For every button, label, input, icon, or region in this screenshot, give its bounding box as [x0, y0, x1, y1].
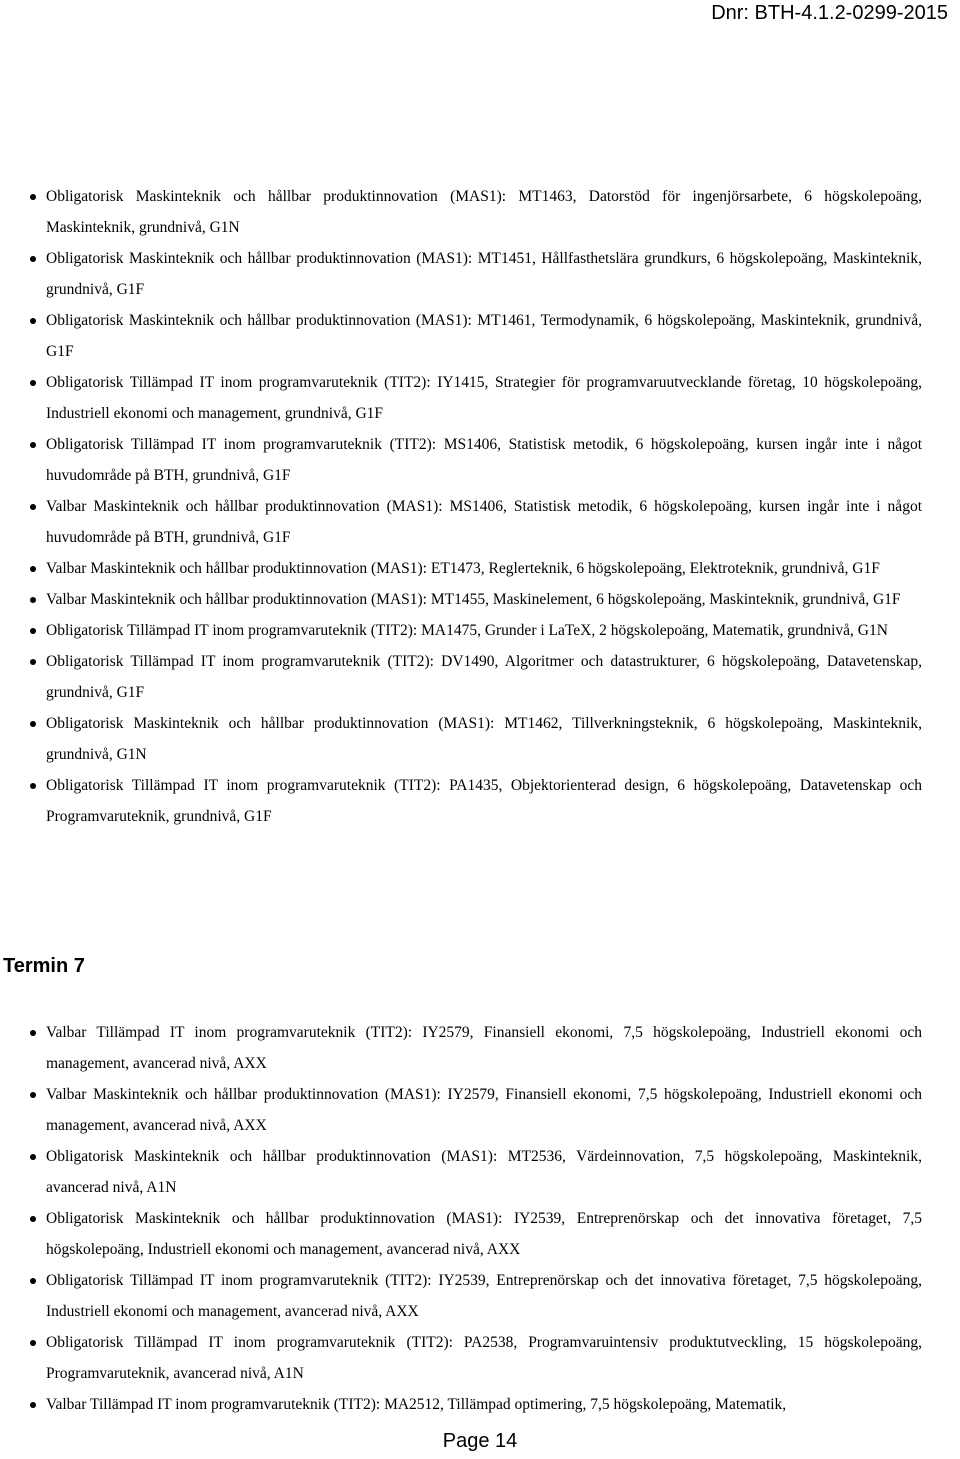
- course-list-section: [0, 181, 960, 832]
- bullet-icon: [30, 318, 36, 324]
- list-item: [0, 429, 960, 491]
- bullet-icon: [30, 628, 36, 634]
- list-item-text: Valbar Maskinteknik och hållbar produktinnovation (MAS1): MS1406, Statistisk metodik, 6 högskolepoäng, kursen ingår inte i något huvudområde på BTH, grundnivå, G1F: [46, 498, 922, 546]
- list-item: [0, 770, 960, 832]
- list-item: [0, 243, 960, 305]
- list-item-text: Valbar Maskinteknik och hållbar produktinnovation (MAS1): IY2579, Finansiell ekonomi, 7,5 högskolepoäng, Industriell ekonomi och management, avancerad nivå, AXX: [46, 1086, 922, 1134]
- bullet-icon: [30, 783, 36, 789]
- bullet-icon: [30, 380, 36, 386]
- list-item-text: Valbar Maskinteknik och hållbar produktinnovation (MAS1): ET1473, Reglerteknik, 6 högskolepoäng, Elektroteknik, grundnivå, G1F: [46, 560, 880, 577]
- bullet-icon: [30, 659, 36, 665]
- list-item: [0, 584, 960, 615]
- list-item: [0, 553, 960, 584]
- bullet-icon: [30, 1216, 36, 1222]
- list-item: [0, 1265, 960, 1327]
- list-item-text: Obligatorisk Maskinteknik och hållbar produktinnovation (MAS1): MT1461, Termodynamik, 6 högskolepoäng, Maskinteknik, grundnivå, G1F: [46, 312, 922, 360]
- list-item-text: Obligatorisk Tillämpad IT inom programvaruteknik (TIT2): DV1490, Algoritmer och datastrukturer, 6 högskolepoäng, Datavetenskap, grundnivå, G1F: [46, 653, 922, 701]
- list-item-text: Valbar Maskinteknik och hållbar produktinnovation (MAS1): MT1455, Maskinelement, 6 högskolepoäng, Maskinteknik, grundnivå, G1F: [46, 591, 901, 608]
- list-item: [0, 1327, 960, 1389]
- term-7-course-list-section: [0, 1017, 960, 1420]
- list-item: [0, 1079, 960, 1141]
- page-number: Page 14: [442, 1430, 518, 1452]
- list-item-text: Valbar Tillämpad IT inom programvaruteknik (TIT2): IY2579, Finansiell ekonomi, 7,5 högskolepoäng, Industriell ekonomi och management, avancerad nivå, AXX: [46, 1024, 922, 1072]
- list-item: [0, 1389, 960, 1420]
- list-item-text: Obligatorisk Maskinteknik och hållbar produktinnovation (MAS1): IY2539, Entreprenörskap och det innovativa företaget, 7,5 högskolepoäng, Industriell ekonomi och management, avancerad nivå, AXX: [46, 1210, 922, 1258]
- list-item-text: Obligatorisk Tillämpad IT inom programvaruteknik (TIT2): IY2539, Entreprenörskap och det innovativa företaget, 7,5 högskolepoäng, Industriell ekonomi och management, avancerad nivå, AXX: [46, 1272, 922, 1320]
- term-7-heading: Termin 7: [3, 955, 85, 977]
- bullet-icon: [30, 194, 36, 200]
- list-item-text: Obligatorisk Tillämpad IT inom programvaruteknik (TIT2): MA1475, Grunder i LaTeX, 2 högskolepoäng, Matematik, grundnivå, G1N: [46, 622, 888, 639]
- bullet-icon: [30, 721, 36, 727]
- list-item: [0, 1203, 960, 1265]
- list-item: [0, 1017, 960, 1079]
- list-item: [0, 1141, 960, 1203]
- list-item-text: Obligatorisk Tillämpad IT inom programvaruteknik (TIT2): MS1406, Statistisk metodik, 6 högskolepoäng, kursen ingår inte i något huvudområde på BTH, grundnivå, G1F: [46, 436, 922, 484]
- bullet-icon: [30, 1030, 36, 1036]
- bullet-icon: [30, 442, 36, 448]
- bullet-icon: [30, 1340, 36, 1346]
- bullet-icon: [30, 1278, 36, 1284]
- list-item-text: Obligatorisk Tillämpad IT inom programvaruteknik (TIT2): IY1415, Strategier för programvaruutvecklande företag, 10 högskolepoäng, Industriell ekonomi och management, grundnivå, G1F: [46, 374, 922, 422]
- list-item: [0, 367, 960, 429]
- bullet-icon: [30, 597, 36, 603]
- document-number: Dnr: BTH-4.1.2-0299-2015: [711, 2, 948, 24]
- bullet-icon: [30, 1154, 36, 1160]
- list-item: [0, 305, 960, 367]
- list-item-text: Obligatorisk Maskinteknik och hållbar produktinnovation (MAS1): MT1463, Datorstöd för ingenjörsarbete, 6 högskolepoäng, Maskinteknik, grundnivå, G1N: [46, 188, 922, 236]
- list-item-text: Obligatorisk Tillämpad IT inom programvaruteknik (TIT2): PA2538, Programvaruintensiv produktutveckling, 15 högskolepoäng, Programvaruteknik, avancerad nivå, A1N: [46, 1334, 922, 1382]
- course-list: [0, 181, 960, 832]
- list-item: [0, 491, 960, 553]
- list-item: [0, 615, 960, 646]
- list-item-text: Obligatorisk Maskinteknik och hållbar produktinnovation (MAS1): MT2536, Värdeinnovation, 7,5 högskolepoäng, Maskinteknik, avancerad nivå, A1N: [46, 1148, 922, 1196]
- list-item: [0, 708, 960, 770]
- bullet-icon: [30, 256, 36, 262]
- list-item-text: Valbar Tillämpad IT inom programvaruteknik (TIT2): MA2512, Tillämpad optimering, 7,5 högskolepoäng, Matematik,: [46, 1396, 787, 1413]
- bullet-icon: [30, 504, 36, 510]
- list-item-text: Obligatorisk Maskinteknik och hållbar produktinnovation (MAS1): MT1451, Hållfasthetslära grundkurs, 6 högskolepoäng, Maskinteknik, grundnivå, G1F: [46, 250, 922, 298]
- bullet-icon: [30, 1402, 36, 1408]
- list-item-text: Obligatorisk Maskinteknik och hållbar produktinnovation (MAS1): MT1462, Tillverkningsteknik, 6 högskolepoäng, Maskinteknik, grundnivå, G1N: [46, 715, 922, 763]
- list-item: [0, 181, 960, 243]
- bullet-icon: [30, 1092, 36, 1098]
- list-item-text: Obligatorisk Tillämpad IT inom programvaruteknik (TIT2): PA1435, Objektorienterad design, 6 högskolepoäng, Datavetenskap och Programvaruteknik, grundnivå, G1F: [46, 777, 922, 825]
- bullet-icon: [30, 566, 36, 572]
- list-item: [0, 646, 960, 708]
- term-7-course-list: [0, 1017, 960, 1420]
